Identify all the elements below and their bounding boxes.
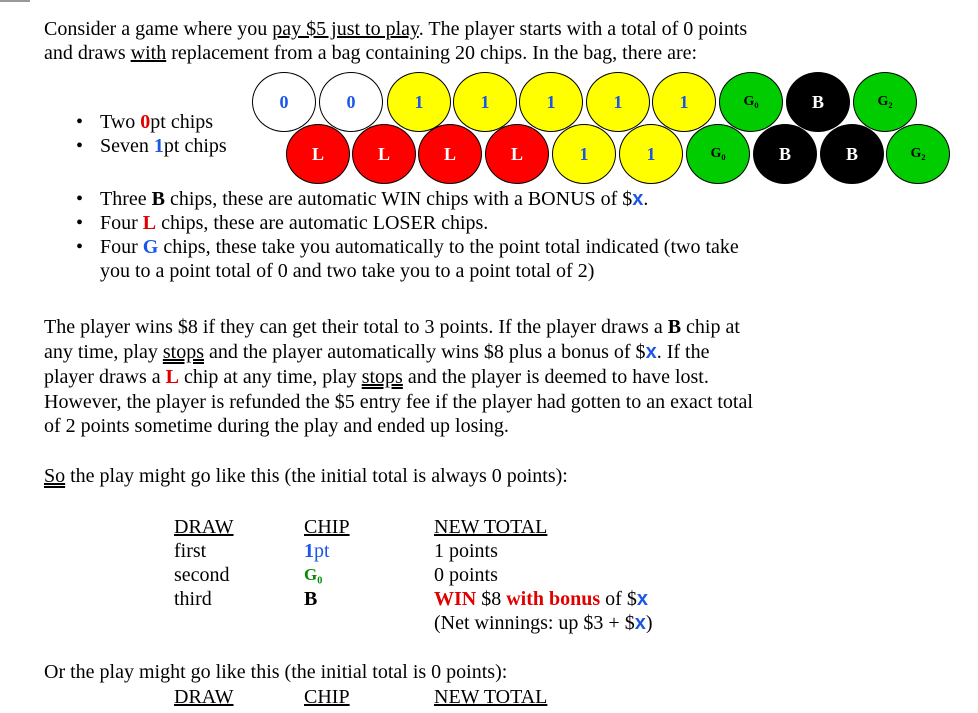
rules-line-3: player draws a L chip at any time, play stops and the player is deemed to have lost. bbox=[44, 366, 709, 388]
rules-line-1: The player wins $8 if they can get their total to 3 points. If the player draws a B chip at bbox=[44, 316, 740, 338]
chip-red: L bbox=[352, 124, 416, 184]
col-header-draw: DRAW bbox=[174, 686, 234, 708]
col-header-draw: DRAW bbox=[174, 516, 234, 538]
chip-white: 0 bbox=[252, 72, 316, 132]
chip-cell: B bbox=[304, 588, 318, 610]
chip-type-list bbox=[44, 187, 739, 283]
draw-cell: third bbox=[174, 588, 212, 610]
chip-red: L bbox=[485, 124, 549, 184]
chip-yellow: 1 bbox=[453, 72, 517, 132]
intro-text: . The player starts with a total of 0 points bbox=[418, 18, 748, 40]
col-header-total: NEW TOTAL bbox=[434, 686, 548, 708]
stops-link[interactable]: stops bbox=[162, 341, 204, 363]
chip-red: L bbox=[286, 124, 350, 184]
chip-cell: G₀ bbox=[304, 565, 323, 584]
chip-yellow: 1 bbox=[387, 72, 451, 132]
net-winnings: (Net winnings: up $3 + $x) bbox=[434, 612, 653, 634]
example2-intro: Or the play might go like this (the initial total is 0 points): bbox=[44, 661, 508, 683]
top-edge-mark bbox=[0, 0, 30, 2]
total-cell: 1 points bbox=[434, 540, 498, 562]
intro-text: Consider a game where you bbox=[44, 18, 273, 40]
intro-line-2 bbox=[44, 41, 697, 65]
chip-black: B bbox=[753, 124, 817, 184]
col-header-chip: CHIP bbox=[304, 686, 350, 708]
chip-count-list bbox=[44, 110, 227, 158]
example1-table bbox=[174, 515, 734, 645]
rules-line-2: any time, play stops and the player automatically wins $8 plus a bonus of $x. If the bbox=[44, 341, 710, 363]
pay-to-play-link[interactable]: pay $5 just to play bbox=[272, 18, 419, 40]
so-link[interactable]: So bbox=[44, 465, 66, 487]
rules-line-4: However, the player is refunded the $5 entry fee if the player had gotten to an exact total bbox=[44, 391, 753, 413]
total-cell: 0 points bbox=[434, 564, 498, 586]
list-item: • Two 0pt chips bbox=[44, 110, 227, 134]
chip-yellow: 1 bbox=[619, 124, 683, 184]
rules-line-5: of 2 points sometime during the play and ended up losing. bbox=[44, 415, 509, 437]
draw-cell: second bbox=[174, 564, 230, 586]
col-header-total: NEW TOTAL bbox=[434, 516, 548, 538]
chip-green: G₂ bbox=[853, 72, 917, 132]
chip-white: 0 bbox=[319, 72, 383, 132]
chip-black: B bbox=[820, 124, 884, 184]
intro-text: and draws bbox=[44, 42, 131, 64]
total-cell: WIN $8 with bonus of $x bbox=[434, 588, 648, 610]
list-item: • Three B chips, these are automatic WIN chips with a BONUS of $x. bbox=[44, 187, 739, 211]
chip-green: G₀ bbox=[686, 124, 750, 184]
chip-red: L bbox=[418, 124, 482, 184]
chip-black: B bbox=[786, 72, 850, 132]
list-item-continuation: you to a point total of 0 and two take you to a point total of 2) bbox=[100, 260, 595, 282]
stops-link[interactable]: stops bbox=[361, 366, 403, 388]
chip-green: G₂ bbox=[886, 124, 950, 184]
intro-text: replacement from a bag containing 20 chips. In the bag, there are: bbox=[166, 42, 698, 64]
chip-yellow: 1 bbox=[586, 72, 650, 132]
example2-table bbox=[174, 685, 734, 711]
intro-line-1 bbox=[44, 17, 747, 41]
draw-cell: first bbox=[174, 540, 207, 562]
list-item: • Seven 1pt chips bbox=[44, 134, 227, 158]
list-item: • Four L chips, these are automatic LOSER chips. bbox=[44, 211, 739, 235]
chip-green: G₀ bbox=[719, 72, 783, 132]
chip-yellow: 1 bbox=[519, 72, 583, 132]
list-item: • Four G chips, these take you automatically to the point total indicated (two take bbox=[44, 235, 739, 259]
example1-intro: So the play might go like this (the initial total is always 0 points): bbox=[44, 465, 568, 487]
chip-yellow: 1 bbox=[652, 72, 716, 132]
with-replacement-link[interactable]: with bbox=[130, 42, 167, 64]
col-header-chip: CHIP bbox=[304, 516, 350, 538]
chip-cell: 1pt bbox=[304, 540, 330, 562]
chip-yellow: 1 bbox=[552, 124, 616, 184]
